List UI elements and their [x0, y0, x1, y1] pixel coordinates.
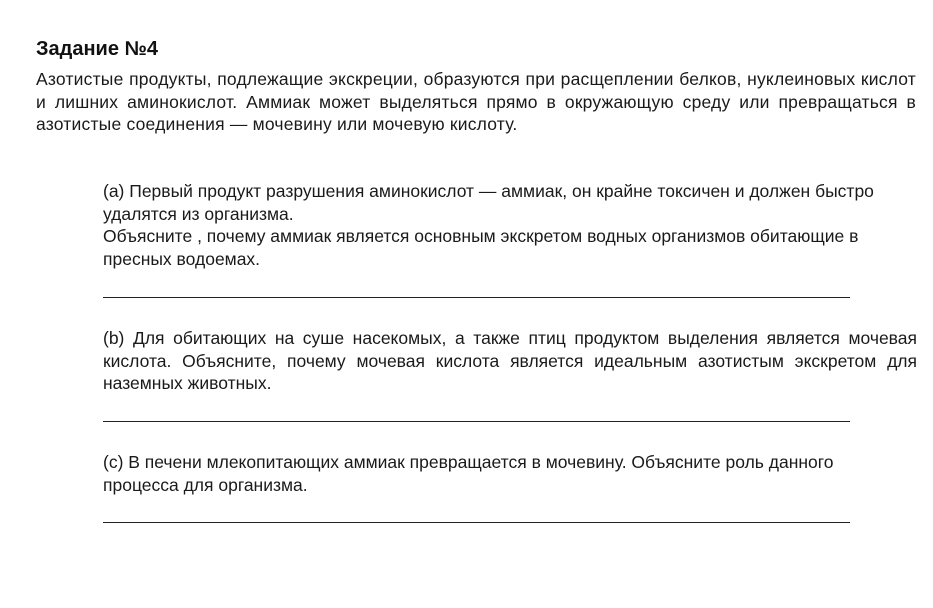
question-a-prompt: Объясните , почему аммиак является основным экскретом водных организмов обитающие в пресных водоемах. — [103, 226, 859, 269]
answer-line-b[interactable] — [103, 421, 850, 422]
question-c — [103, 451, 903, 496]
answer-line-a[interactable] — [103, 297, 850, 298]
answer-line-c[interactable] — [103, 522, 850, 523]
question-b-text: (b) Для обитающих на суше насекомых, а также птиц продуктом выделения является мочевая кислота. Объясните, почему мочевая кислота является идеальным азотистым экскретом для наземных животных. — [103, 328, 917, 393]
task-intro: Азотистые продукты, подлежащие экскреции, образуются при расщеплении белков, нуклеиновых кислот и лишних аминокислот. Аммиак может выделяться прямо в окружающую среду или превращаться в азотистые соединения — мочевину или мочевую кислоту. — [36, 69, 916, 134]
question-b — [103, 327, 917, 395]
question-c-text: (c) В печени млекопитающих аммиак превращается в мочевину. Объясните роль данного процесса для организма. — [103, 452, 834, 495]
task-title: Задание №4 — [36, 38, 158, 60]
question-a — [103, 180, 893, 270]
question-a-statement: (a) Первый продукт разрушения аминокислот — аммиак, он крайне токсичен и должен быстро удалятся из организма. — [103, 181, 874, 224]
